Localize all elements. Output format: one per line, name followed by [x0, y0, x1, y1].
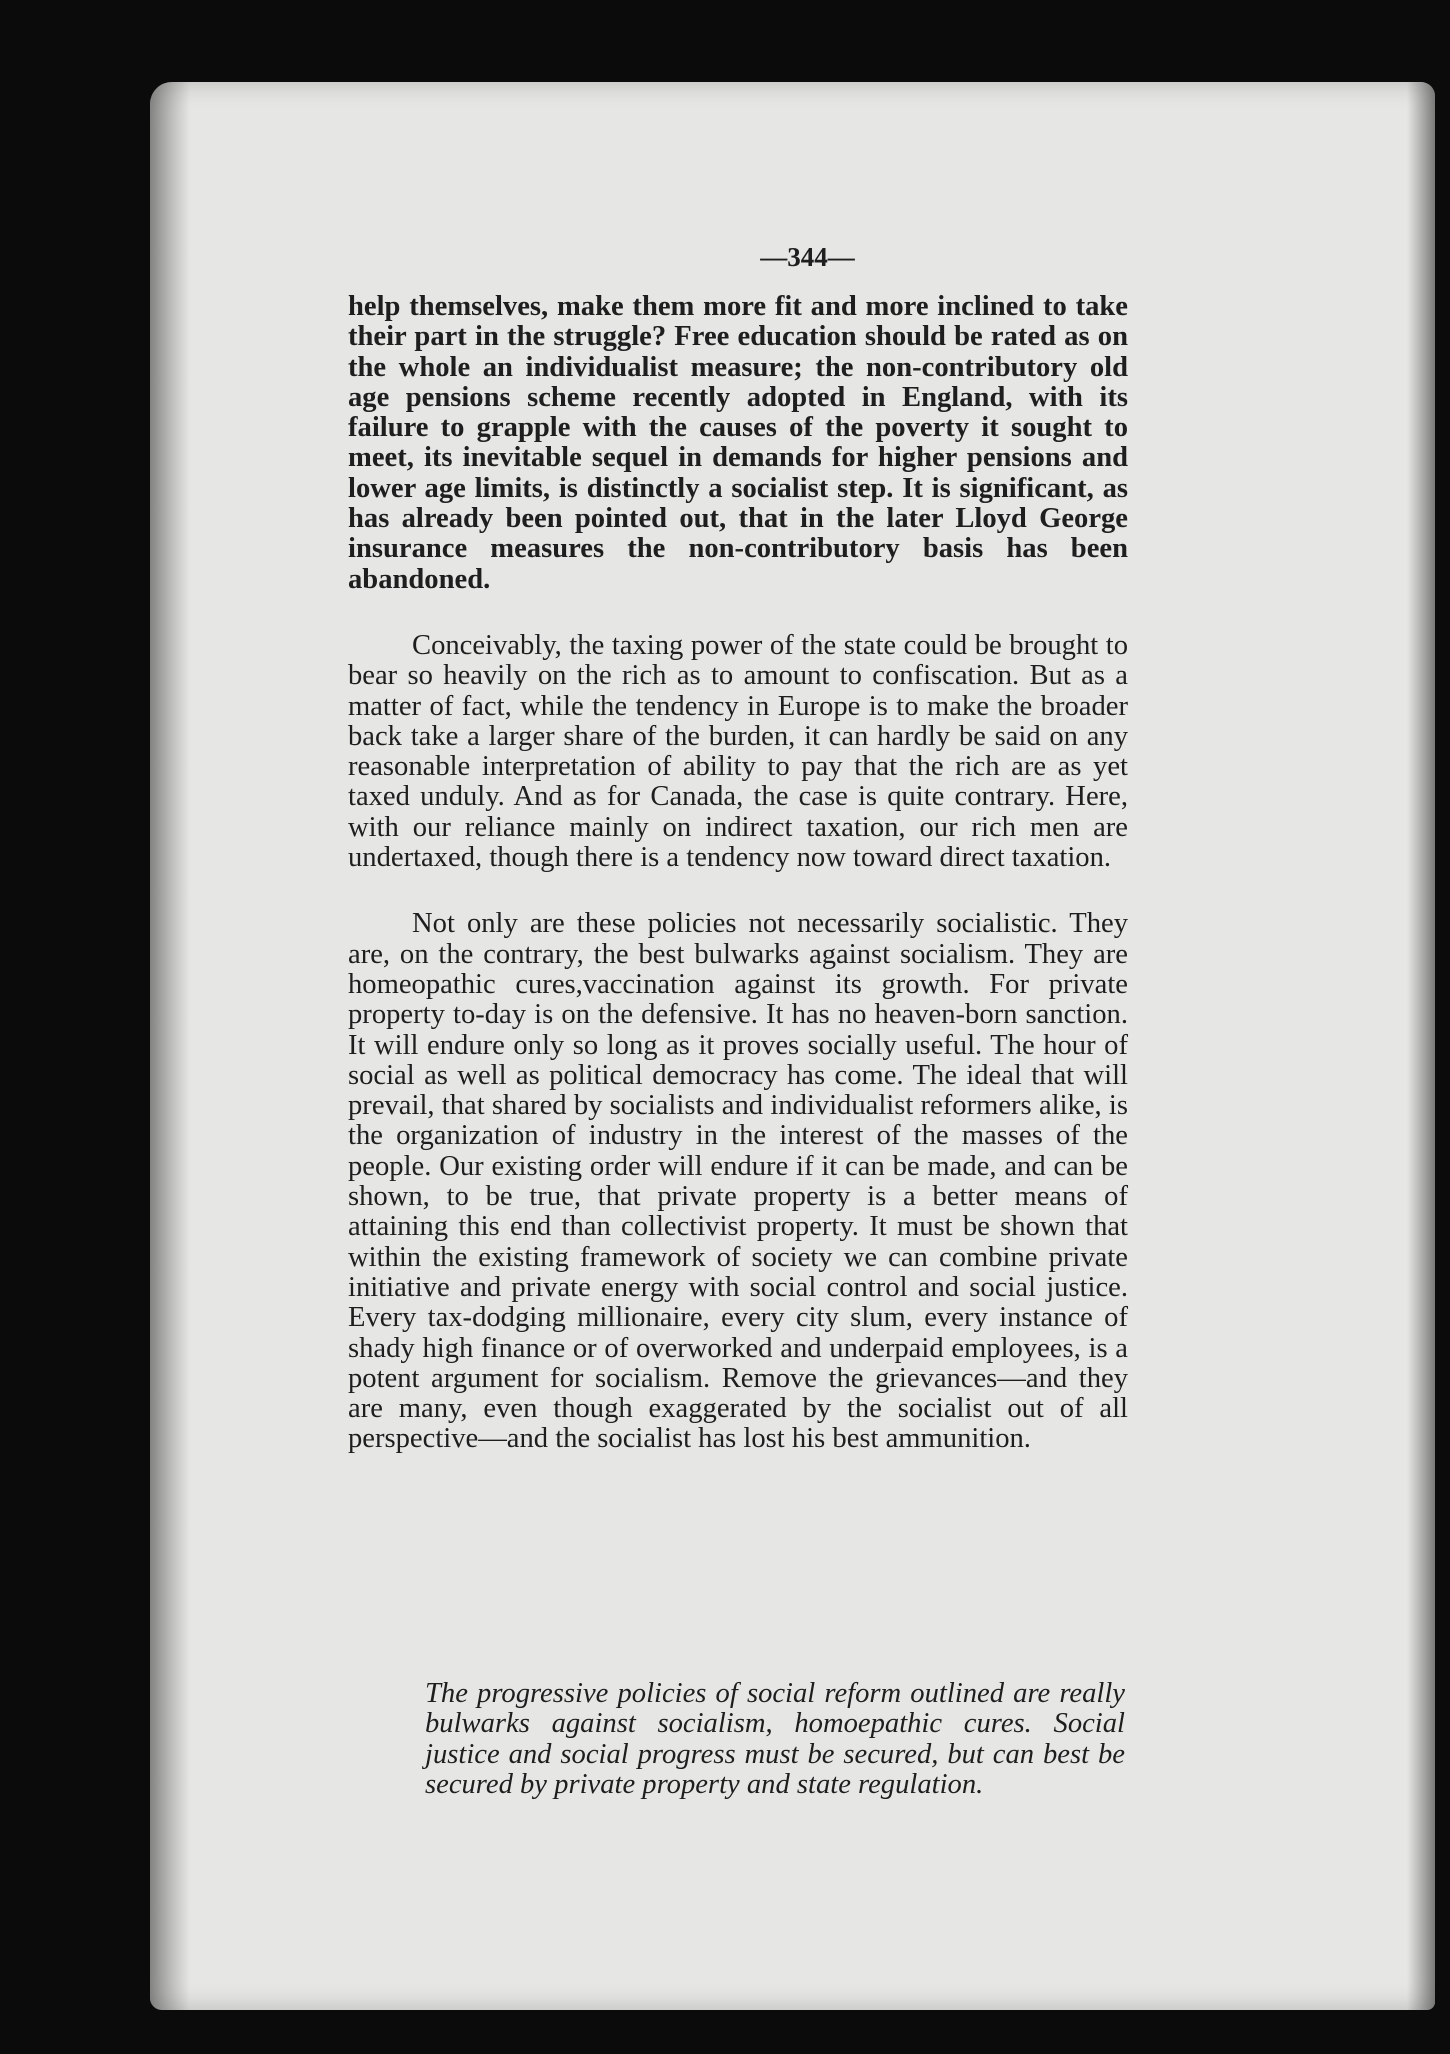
paragraph-3: Not only are these policies not necessarily socialistic. They are, on the contrary, the best bulwarks against socialism. They are homeopathic cures,vaccination against its growth. For private property to-day is on the defensive. It has no heaven-born sanction. It will endure only so long as it proves socially useful. The hour of social as well as political democracy has come. The ideal that will prevail, that shared by socialists and individualist reformers alike, is the organization of industry in the interest of the masses of the people. Our existing order will endure if it can be made, and can be shown, to be true, that private property is a better means of attaining this end than collectivist property. It must be shown that within the existing framework of society we can combine private initiative and private energy with social control and social justice. Every tax-dodging millionaire, every city slum, every instance of shady high finance or of overworked and underpaid employees, is a potent argument for socialism. Remove the grievances—and they are many, even though exaggerated by the socialist out of all perspective—and the socialist has lost his best ammunition. — [348, 908, 1128, 1455]
paragraph-1: help themselves, make them more fit and more inclined to take their part in the struggle? Free education should be rated as on the whole an individualist measure; the non-contributory old age pensions scheme recently adopted in England, with its failure to grapple with the causes of the poverty it sought to meet, its inevitable sequel in demands for higher pensions and lower age limits, is distinctly a socialist step. It is significant, as has already been pointed out, that in the later Lloyd George insurance measures the non-contributory basis has been abandoned. — [348, 291, 1128, 595]
book-page — [150, 82, 1435, 2010]
body-text — [348, 292, 1128, 1491]
paragraph-2: Conceivably, the taxing power of the state could be brought to bear so heavily on the rich as to amount to confiscation. But as a matter of fact, while the tendency in Europe is to make the broader back take a larger share of the burden, it can hardly be said on any reasonable interpretation of ability to pay that the rich are as yet taxed unduly. And as for Canada, the case is quite contrary. Here, with our reliance mainly on indirect taxation, our rich men are undertaxed, though there is a tendency now toward direct taxation. — [348, 629, 1128, 874]
summary-note: The progressive policies of social reform outlined are really bulwarks against socialism, homoepathic cures. Social justice and social progress must be secured, but can best be secured by private property and state regulation. — [425, 1678, 1125, 1800]
page-number: —344— — [760, 242, 855, 272]
